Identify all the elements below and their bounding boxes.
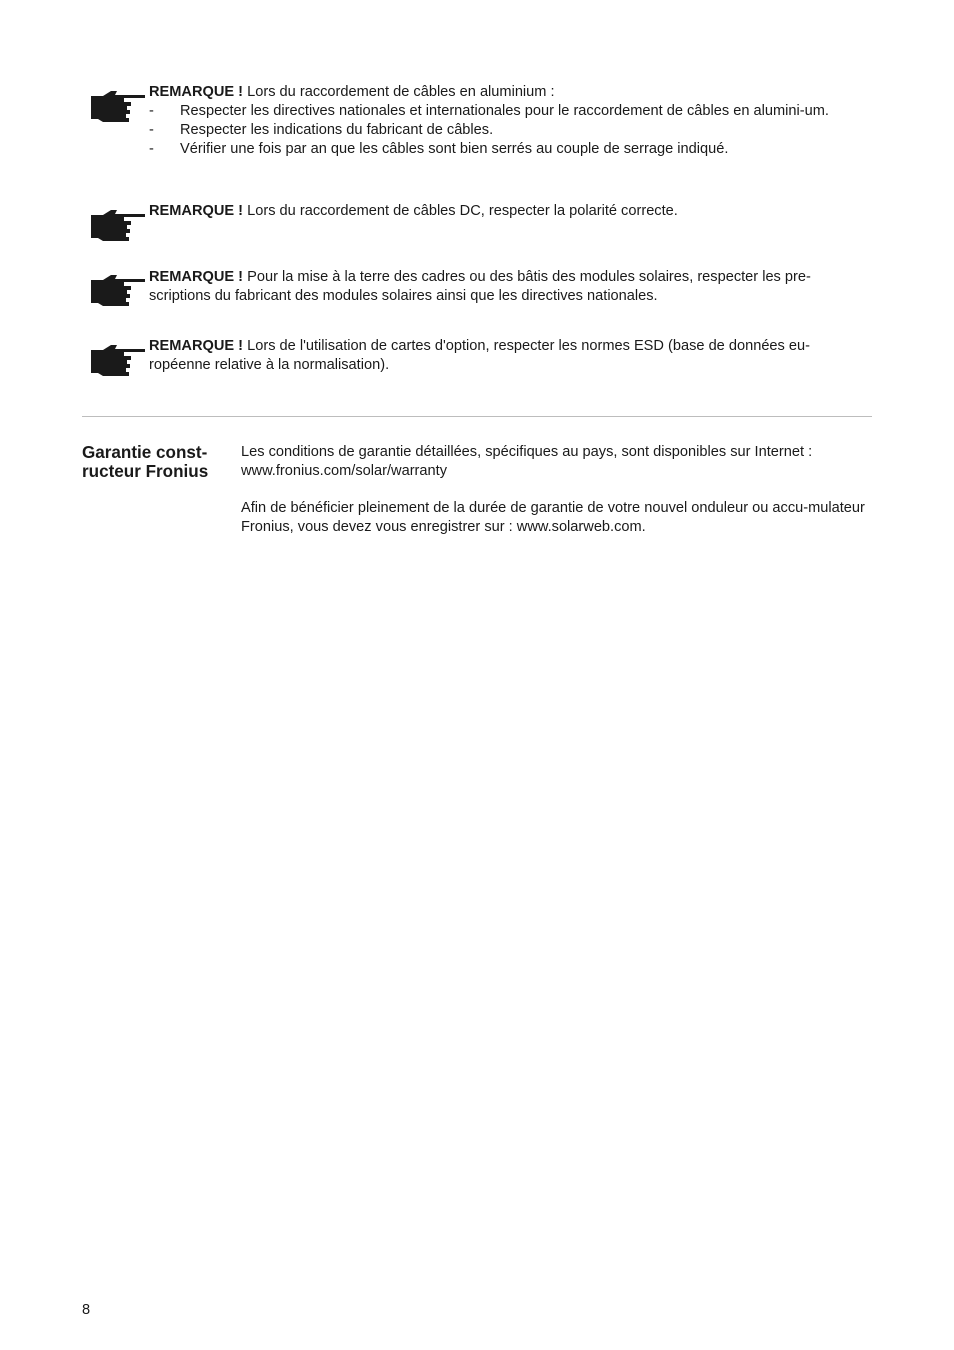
section-divider xyxy=(82,416,872,417)
bullet-dash: - xyxy=(149,103,154,119)
pointing-hand-icon xyxy=(89,343,147,377)
note-label: REMARQUE ! xyxy=(149,338,244,354)
list-item-text: Respecter les directives nationales et internationales pour le raccordement de câbles en alumini-um. xyxy=(180,103,829,119)
pointing-hand-icon xyxy=(89,89,147,123)
note-text: Lors du raccordement de câbles en aluminium : xyxy=(243,84,555,100)
list-item-text: Respecter les indications du fabricant de câbles. xyxy=(180,122,494,138)
list-item xyxy=(149,102,871,121)
warranty-paragraph: Les conditions de garantie détaillées, spécifiques au pays, sont disponibles sur Internet : www.fronius.com/solar/warranty xyxy=(241,444,813,479)
page-number: 8 xyxy=(82,1302,91,1318)
heading-line: ructeur Fronius xyxy=(82,462,209,481)
note-label: REMARQUE ! xyxy=(149,84,244,100)
section-heading-warranty xyxy=(82,443,232,481)
list-item xyxy=(149,140,871,159)
note-text: Lors de l'utilisation de cartes d'option, respecter les normes ESD (base de données eu-ropéenne relative à la normalisation). xyxy=(149,338,810,373)
list-item xyxy=(149,121,871,140)
pointing-hand-icon xyxy=(89,208,147,242)
bullet-dash: - xyxy=(149,122,154,138)
list-item-text: Vérifier une fois par an que les câbles sont bien serrés au couple de serrage indiqué. xyxy=(180,141,729,157)
note-text: Lors du raccordement de câbles DC, respecter la polarité correcte. xyxy=(243,203,678,219)
bullet-dash: - xyxy=(149,141,154,157)
warranty-body xyxy=(241,443,872,537)
bullet-list xyxy=(149,102,871,159)
heading-line: Garantie const- xyxy=(82,443,208,462)
pointing-hand-icon xyxy=(89,273,147,307)
note-label: REMARQUE ! xyxy=(149,203,244,219)
note-label: REMARQUE ! xyxy=(149,269,244,285)
warranty-paragraph: Afin de bénéficier pleinement de la durée de garantie de votre nouvel onduleur ou accu-mulateur Fronius, vous devez vous enregistrer sur : www.solarweb.com. xyxy=(241,500,865,535)
note-text: Pour la mise à la terre des cadres ou des bâtis des modules solaires, respecter les pre-scriptions du fabricant des modules solaires ainsi que les directives nationales. xyxy=(149,269,811,304)
